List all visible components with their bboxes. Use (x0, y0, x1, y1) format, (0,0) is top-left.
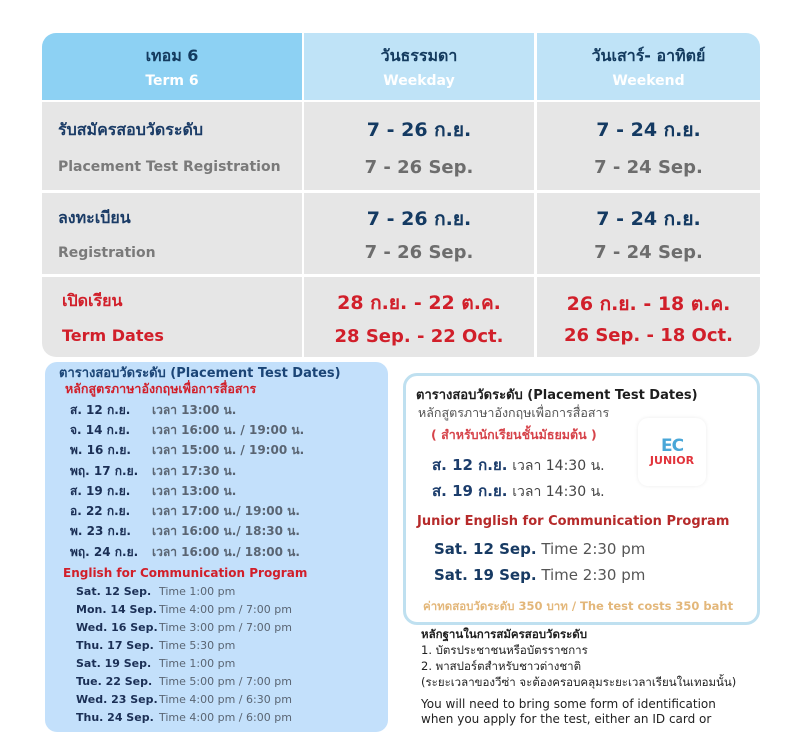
english-date-list (76, 582, 292, 726)
label-en: Placement Test Registration (58, 158, 281, 175)
term-schedule-table (42, 33, 760, 357)
time: Time 2:30 pm (541, 566, 646, 584)
list-item (70, 542, 304, 562)
label-en: Registration (58, 245, 156, 261)
list-item (76, 654, 292, 672)
time: Time 1:00 pm (159, 656, 236, 670)
list-item (70, 461, 304, 481)
date: อ. 22 ก.ย. (70, 504, 131, 519)
time: Time 5:00 pm / 7:00 pm (159, 674, 292, 688)
date: Tue. 22 Sep. (76, 674, 153, 688)
date: Mon. 14 Sep. (76, 602, 157, 616)
time: เวลา 13:00 น. (152, 402, 237, 417)
list-item (76, 708, 292, 726)
date: Thu. 17 Sep. (76, 638, 154, 652)
time: Time 5:30 pm (159, 638, 236, 652)
date: ส. 12 ก.ย. (70, 402, 131, 417)
list-item (70, 501, 304, 521)
list-item (76, 582, 292, 600)
date: พ. 23 ก.ย. (70, 524, 131, 539)
requirements-title: หลักฐานในการสมัครสอบวัดระดับ (421, 627, 588, 641)
date: ส. 19 ก.ย. (432, 482, 508, 500)
application-requirements (421, 626, 760, 727)
requirement-item: (ระยะเวลาของวีซ่า จะต้องครอบคลุมระยะเวลาเรียนในเทอมนั้น) (421, 675, 737, 689)
header-weekend-th: วันเสาร์- อาทิตย์ (591, 46, 706, 65)
requirement-item: 1. บัตรประชาชนหรือบัตรราชการ (421, 643, 588, 657)
list-item (76, 600, 292, 618)
date: จ. 14 ก.ย. (70, 422, 131, 437)
junior-note: ( สำหรับนักเรียนชั้นมัธยมต้น ) (431, 427, 597, 442)
list-item (434, 540, 645, 558)
placement-test-panel (45, 362, 388, 732)
requirements-english-line: You will need to bring some form of identification (421, 697, 716, 711)
junior-program-en: Junior English for Communication Program (417, 514, 730, 529)
junior-program-th: หลักสูตรภาษาอังกฤษเพื่อการสื่อสาร (418, 405, 610, 420)
date: Wed. 16 Sep. (76, 620, 158, 634)
time: Time 2:30 pm (541, 540, 646, 558)
date: Sat. 19 Sep. (434, 566, 537, 584)
date: Thu. 24 Sep. (76, 710, 154, 724)
weekday-th: 7 - 26 ก.ย. (366, 208, 472, 230)
list-item (432, 479, 605, 503)
ec-junior-logo (638, 418, 706, 486)
time: Time 1:00 pm (159, 584, 236, 598)
list-item (70, 481, 304, 501)
list-item (434, 566, 645, 584)
list-item (76, 618, 292, 636)
time: เวลา 14:30 น. (512, 458, 605, 474)
list-item (70, 441, 304, 461)
row-registration-weekday (304, 193, 534, 274)
list-item (70, 420, 304, 440)
weekday-th: 7 - 26 ก.ย. (366, 118, 472, 141)
thai-date-list (70, 400, 304, 562)
list-item (76, 672, 292, 690)
date: Sat. 12 Sep. (434, 540, 537, 558)
time: เวลา 17:30 น. (152, 463, 237, 478)
date: Wed. 23 Sep. (76, 692, 158, 706)
header-weekend (537, 33, 760, 100)
weekday-en: 28 Sep. - 22 Oct. (334, 325, 504, 347)
time: Time 4:00 pm / 6:00 pm (159, 710, 292, 724)
weekend-th: 7 - 24 ก.ย. (596, 118, 701, 141)
date: พ. 16 ก.ย. (70, 443, 131, 458)
weekend-th: 7 - 24 ก.ย. (596, 208, 701, 230)
row-registration-weekend (537, 193, 760, 274)
time: เวลา 16:00 น./ 18:00 น. (152, 544, 300, 559)
label-th: เปิดเรียน (62, 291, 123, 310)
junior-panel-title: ตารางสอบวัดระดับ (Placement Test Dates) (416, 388, 698, 403)
header-weekday (304, 33, 534, 100)
date: Sat. 12 Sep. (76, 584, 152, 598)
row-placement-registration-weekday (304, 102, 534, 190)
requirements-english-line: when you apply for the test, either an ID card or (421, 712, 712, 726)
list-item (76, 636, 292, 654)
header-weekend-en: Weekend (612, 73, 685, 89)
date: Sat. 19 Sep. (76, 656, 152, 670)
header-weekday-en: Weekday (383, 73, 455, 89)
label-en: Term Dates (62, 326, 164, 345)
date: ส. 19 ก.ย. (70, 483, 131, 498)
requirements-english (421, 697, 760, 727)
weekend-en: 7 - 24 Sep. (594, 242, 703, 263)
weekday-th: 28 ก.ย. - 22 ต.ค. (337, 291, 501, 314)
header-weekday-th: วันธรรมดา (380, 46, 458, 65)
requirement-item: 2. พาสปอร์ตสำหรับชาวต่างชาติ (421, 659, 582, 673)
list-item (432, 453, 605, 477)
time: เวลา 17:00 น./ 19:00 น. (152, 504, 300, 519)
header-term-th: เทอม 6 (145, 46, 199, 65)
row-term-dates-label (42, 277, 302, 357)
time: Time 3:00 pm / 7:00 pm (159, 620, 292, 634)
time: เวลา 15:00 น. / 19:00 น. (152, 443, 305, 458)
row-registration-label (42, 193, 302, 274)
row-term-dates-weekday (304, 277, 534, 357)
list-item (76, 690, 292, 708)
row-term-dates-weekend (537, 277, 760, 357)
program-title-th: หลักสูตรภาษาอังกฤษเพื่อการสื่อสาร (65, 381, 257, 396)
row-placement-registration-label (42, 102, 302, 190)
row-placement-registration-weekend (537, 102, 760, 190)
date: ส. 12 ก.ย. (432, 456, 508, 474)
time: เวลา 13:00 น. (152, 483, 237, 498)
time: เวลา 16:00 น./ 18:30 น. (152, 524, 300, 539)
header-term-en: Term 6 (145, 73, 199, 89)
weekend-th: 26 ก.ย. - 18 ต.ค. (566, 292, 731, 315)
placement-panel-title: ตารางสอบวัดระดับ (Placement Test Dates) (59, 366, 341, 381)
header-term (42, 33, 302, 100)
time: Time 4:00 pm / 6:30 pm (159, 692, 292, 706)
label-th: รับสมัครสอบวัดระดับ (58, 119, 203, 139)
junior-placement-panel (403, 373, 760, 625)
weekday-en: 7 - 26 Sep. (364, 156, 474, 178)
test-cost: ค่าทดสอบวัดระดับ 350 บาท / The test costs 350 baht (423, 599, 734, 613)
weekday-en: 7 - 26 Sep. (364, 242, 474, 263)
date: พฤ. 17 ก.ย. (70, 463, 139, 478)
time: เวลา 16:00 น. / 19:00 น. (152, 422, 305, 437)
time: เวลา 14:30 น. (512, 484, 605, 500)
weekend-en: 7 - 24 Sep. (594, 156, 703, 178)
program-title-en: English for Communication Program (63, 566, 308, 580)
date: พฤ. 24 ก.ย. (70, 544, 139, 559)
time: Time 4:00 pm / 7:00 pm (159, 602, 292, 616)
weekend-en: 26 Sep. - 18 Oct. (564, 324, 733, 346)
label-th: ลงทะเบียน (58, 208, 131, 227)
logo-junior-text: JUNIOR (649, 453, 695, 467)
list-item (70, 522, 304, 542)
list-item (70, 400, 304, 420)
logo-ec-text: EC (660, 435, 684, 456)
